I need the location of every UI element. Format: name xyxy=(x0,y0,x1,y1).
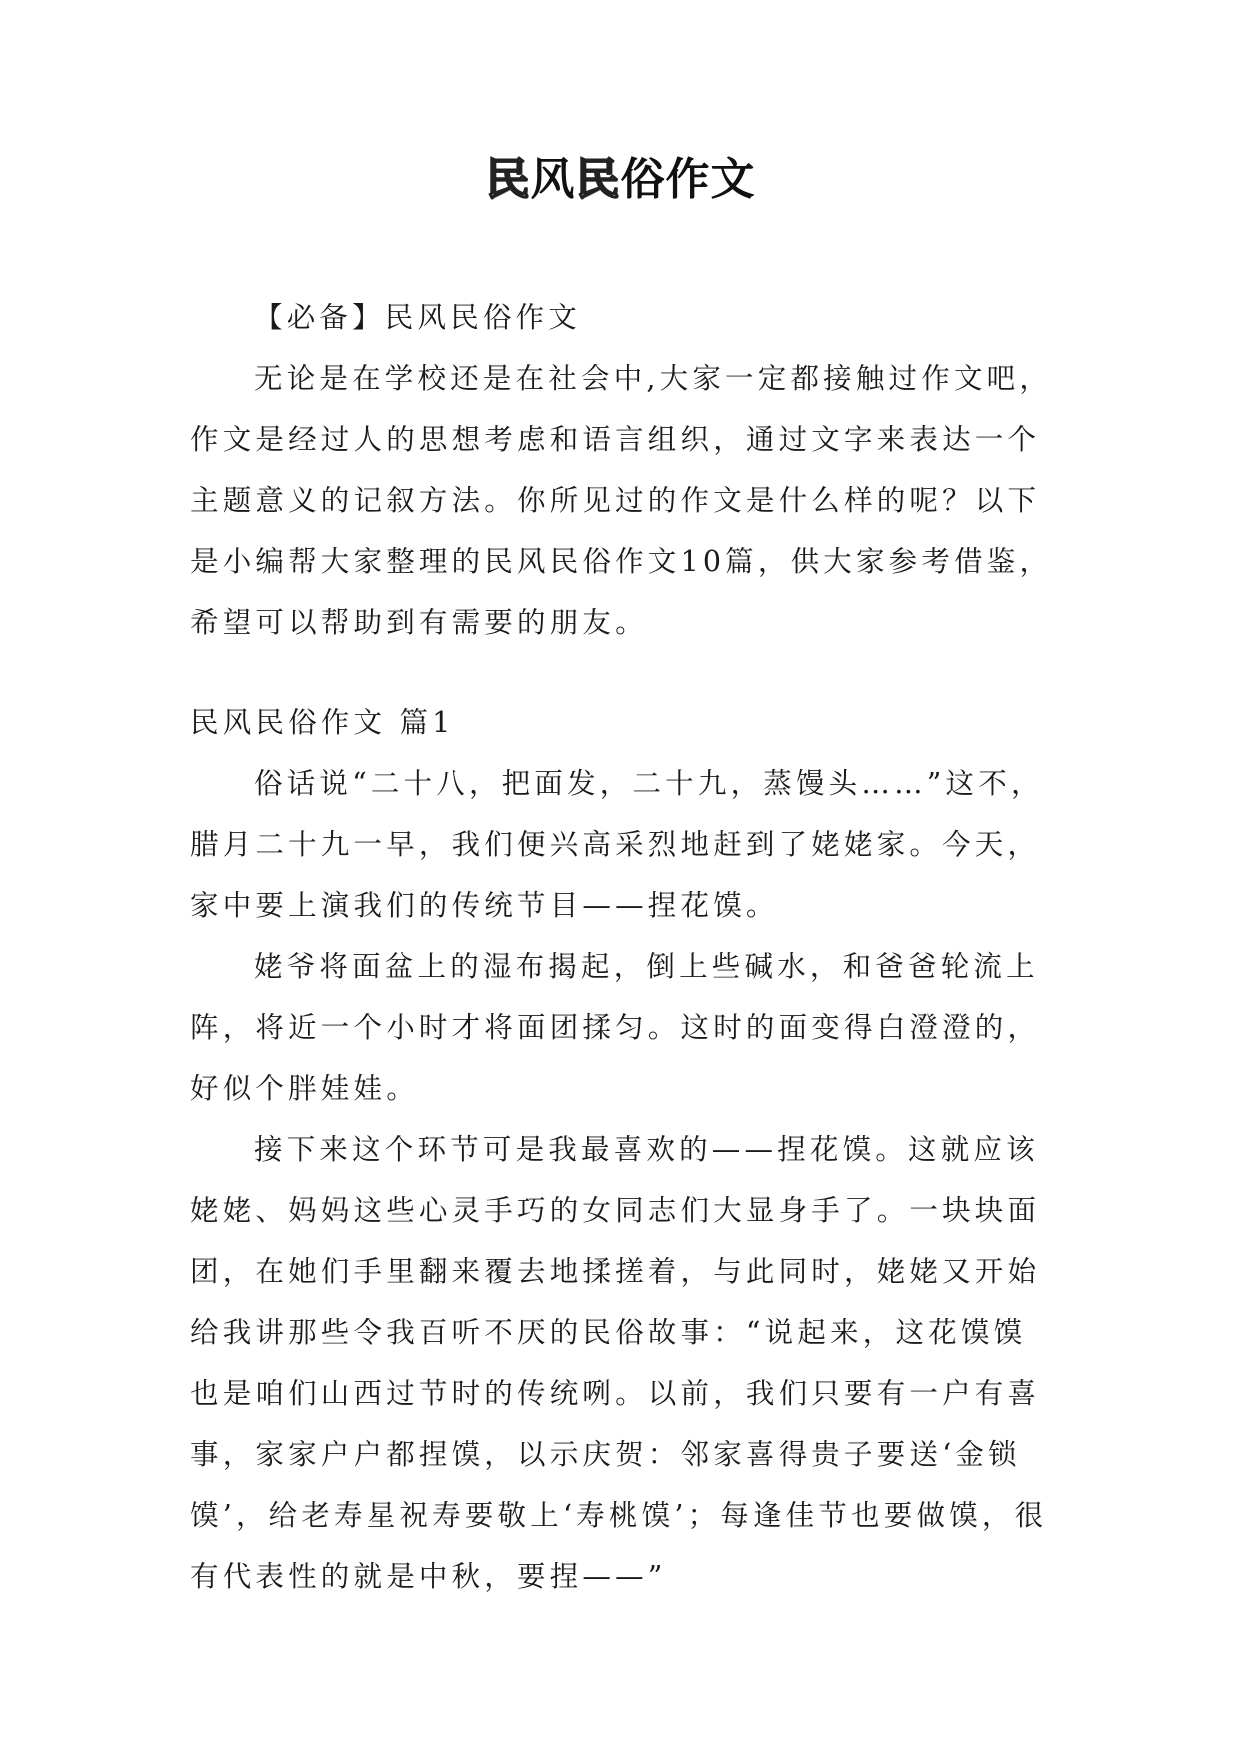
intro-heading: 【必备】民风民俗作文 xyxy=(254,301,582,334)
title-rest: 俗作文 xyxy=(620,154,756,205)
article-paragraph: 俗话说“二十八，把面发，二十九，蒸馒头……”这不，腊月二十九一早，我们便兴高采烈地赶到了姥姥家。今天，家中要上演我们的传统节目——捏花馍。 xyxy=(190,767,1044,922)
intro-section xyxy=(190,287,1058,653)
intro-paragraph: 无论是在学校还是在社会中,大家一定都接触过作文吧，作文是经过人的思想考虑和语言组织，通过文字来表达一个主题意义的记叙方法。你所见过的作文是什么样的呢？以下是小编帮大家整理的民风民俗作文10篇，供大家参考借鉴，希望可以帮助到有需要的朋友。 xyxy=(190,362,1053,639)
title-char: 风 xyxy=(530,154,576,205)
article-paragraph: 接下来这个环节可是我最喜欢的——捏花馍。这就应该姥姥、妈妈这些心灵手巧的女同志们大显身手了。一块块面团，在她们手里翻来覆去地揉搓着，与此同时，姥姥又开始给我讲那些令我百听不厌的民俗故事：“说起来，这花馍馍也是咱们山西过节时的传统咧。以前，我们只要有一户有喜事，家家户户都捏馍，以示庆贺：邻家喜得贵子要送‘金锁馍’，给老寿星祝寿要敬上‘寿桃馍’；每逢佳节也要做馍，很有代表性的就是中秋，要捏——” xyxy=(190,1133,1048,1593)
article-heading: 民风民俗作文 篇1 xyxy=(190,706,455,739)
title-char-outlined: 民 xyxy=(575,154,621,205)
article-paragraph: 姥爷将面盆上的湿布揭起，倒上些碱水，和爸爸轮流上阵，将近一个小时才将面团揉匀。这时的面变得白澄澄的，好似个胖娃娃。 xyxy=(190,950,1041,1105)
title-char-outlined: 民 xyxy=(485,154,531,205)
article-section xyxy=(190,692,1058,1607)
document-title xyxy=(0,150,1241,210)
